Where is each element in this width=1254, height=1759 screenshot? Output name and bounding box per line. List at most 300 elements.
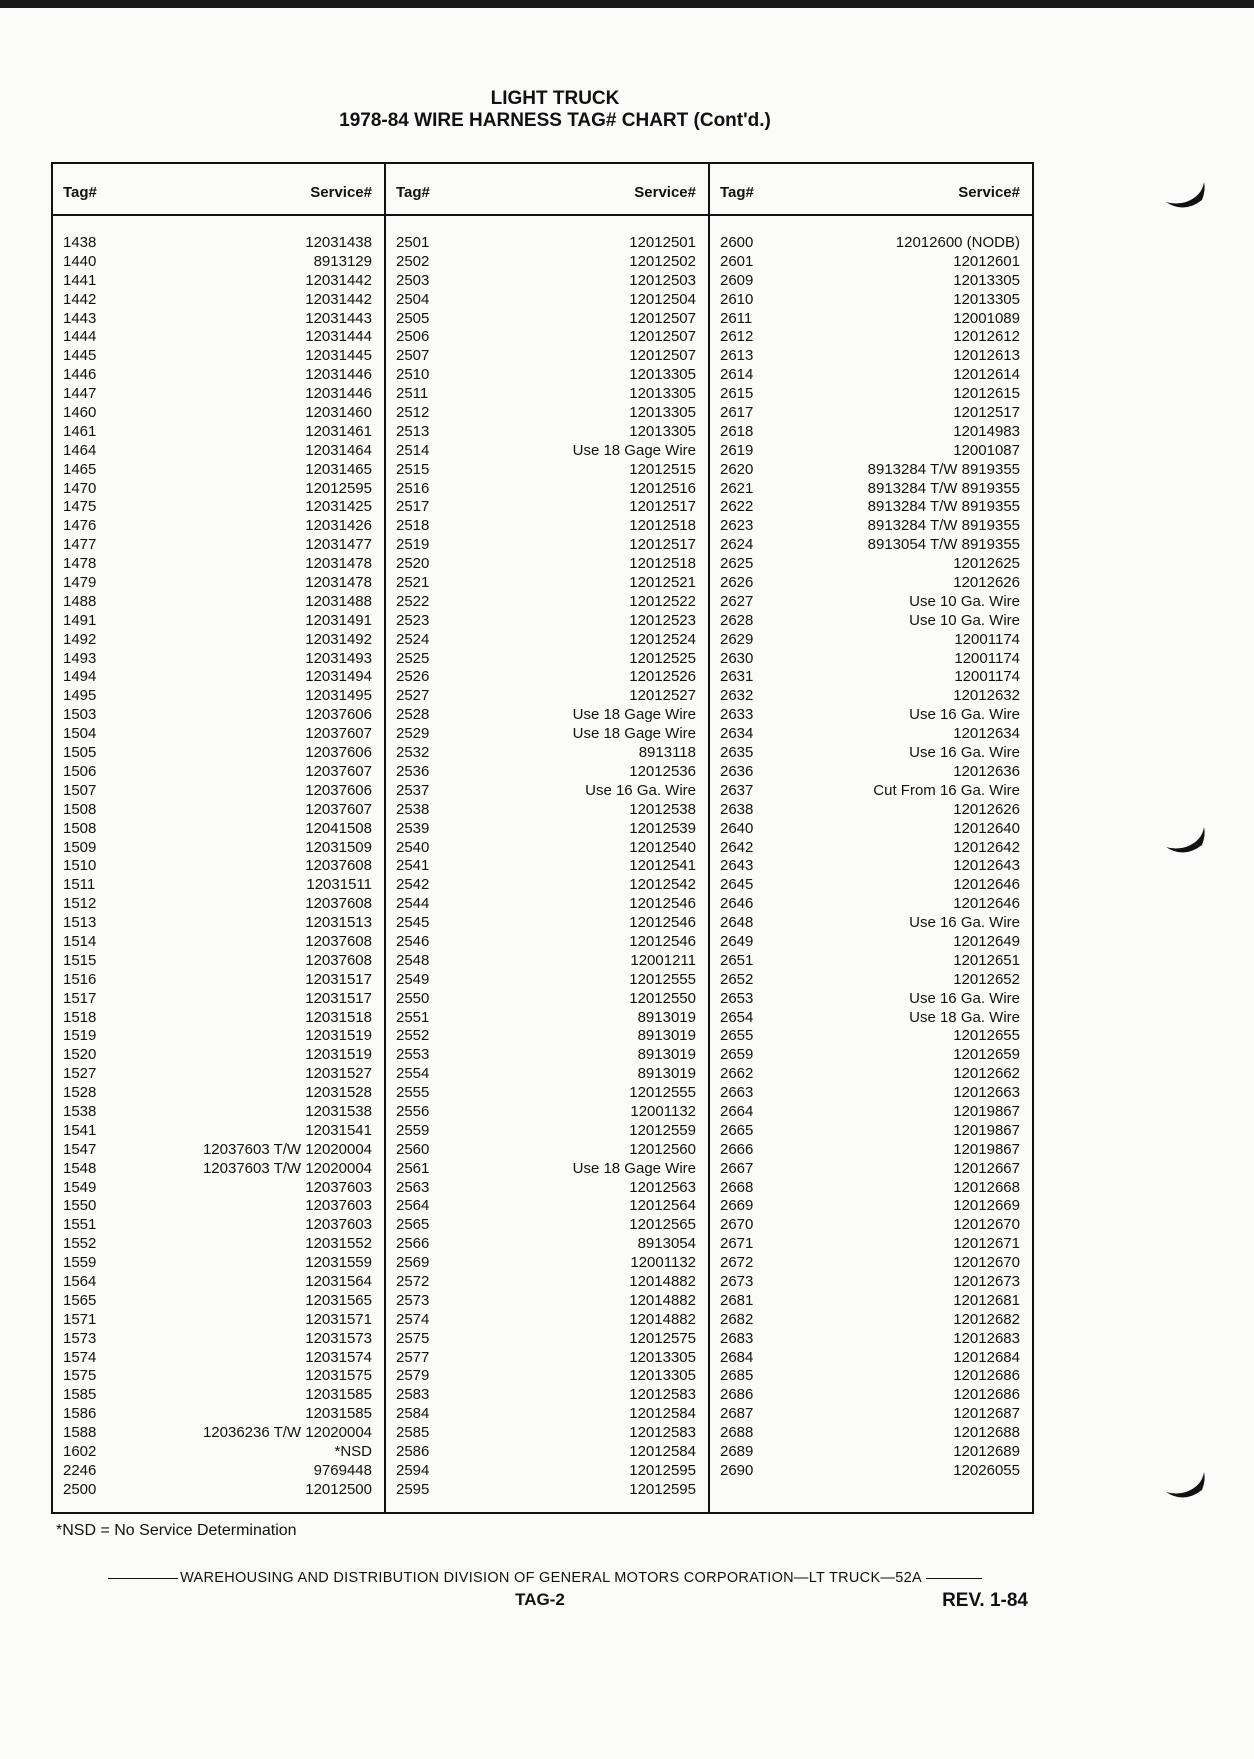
table-row bbox=[53, 1292, 384, 1311]
table-row bbox=[710, 839, 1032, 858]
tag-number: 2551 bbox=[396, 1008, 430, 1026]
service-number: 12031492 bbox=[305, 630, 372, 648]
table-row bbox=[53, 1330, 384, 1349]
tag-number: 1574 bbox=[63, 1348, 97, 1366]
table-row bbox=[710, 706, 1032, 725]
footer-publisher-text: WAREHOUSING AND DISTRIBUTION DIVISION OF GENERAL MOTORS CORPORATION—LT TRUCK—52A bbox=[180, 1570, 922, 1586]
table-row bbox=[53, 668, 384, 687]
tag-number: 2690 bbox=[720, 1461, 754, 1479]
tag-number: 2561 bbox=[396, 1159, 430, 1177]
tag-number: 1559 bbox=[63, 1254, 97, 1272]
table-row bbox=[386, 990, 708, 1009]
table-row bbox=[386, 234, 708, 253]
table-row bbox=[53, 593, 384, 612]
table-row bbox=[710, 404, 1032, 423]
service-number: 12031446 bbox=[305, 385, 372, 403]
tag-number: 2555 bbox=[396, 1084, 430, 1102]
table-row bbox=[710, 366, 1032, 385]
table-row bbox=[53, 744, 384, 763]
tag-number: 1491 bbox=[63, 611, 97, 629]
tag-number: 1514 bbox=[63, 932, 97, 950]
table-row bbox=[710, 1084, 1032, 1103]
tag-header: Tag# bbox=[720, 184, 754, 201]
tag-number: 1510 bbox=[63, 857, 97, 875]
service-number: 12012670 bbox=[953, 1216, 1020, 1234]
service-number: 12012601 bbox=[953, 252, 1020, 270]
service-number: 12012595 bbox=[305, 479, 372, 497]
tag-number: 2667 bbox=[720, 1159, 754, 1177]
service-number: 12012517 bbox=[629, 498, 696, 516]
tag-number: 2566 bbox=[396, 1235, 430, 1253]
tag-number: 2517 bbox=[396, 498, 430, 516]
tag-number: 1440 bbox=[63, 252, 97, 270]
tag-number: 1512 bbox=[63, 895, 97, 913]
table-column-2 bbox=[386, 164, 708, 1512]
tag-number: 2565 bbox=[396, 1216, 430, 1234]
column-header bbox=[386, 184, 708, 202]
table-row bbox=[386, 933, 708, 952]
service-number: 12012546 bbox=[629, 932, 696, 950]
tag-number: 1520 bbox=[63, 1046, 97, 1064]
tag-number: 2685 bbox=[720, 1367, 754, 1385]
tag-number: 2507 bbox=[396, 347, 430, 365]
table-rows bbox=[53, 234, 384, 1500]
table-row bbox=[710, 744, 1032, 763]
service-number: Cut From 16 Ga. Wire bbox=[873, 781, 1020, 799]
service-number: 12026055 bbox=[953, 1461, 1020, 1479]
tag-number: 2511 bbox=[396, 385, 429, 403]
table-row bbox=[386, 1481, 708, 1500]
table-row bbox=[710, 1462, 1032, 1481]
service-number: 12013305 bbox=[629, 385, 696, 403]
service-number: 12013305 bbox=[953, 290, 1020, 308]
tag-number: 2528 bbox=[396, 706, 430, 724]
service-number: 12012673 bbox=[953, 1272, 1020, 1290]
table-row bbox=[386, 423, 708, 442]
tag-number: 2541 bbox=[396, 857, 430, 875]
table-row bbox=[710, 1443, 1032, 1462]
service-number: 12031443 bbox=[305, 309, 372, 327]
service-number: 12031491 bbox=[305, 611, 372, 629]
service-number: 12031465 bbox=[305, 460, 372, 478]
tag-number: 1519 bbox=[63, 1027, 97, 1045]
service-number: 12012600 (NODB) bbox=[895, 234, 1020, 251]
service-number: 8913284 T/W 8919355 bbox=[867, 460, 1020, 478]
service-number: 12001174 bbox=[954, 668, 1020, 686]
table-row bbox=[386, 1443, 708, 1462]
tag-number: 2670 bbox=[720, 1216, 754, 1234]
service-number: Use 16 Ga. Wire bbox=[585, 781, 696, 799]
table-row bbox=[710, 895, 1032, 914]
service-number: 12031446 bbox=[305, 366, 372, 384]
service-number: 12037608 bbox=[305, 951, 372, 969]
service-number: 12031564 bbox=[305, 1272, 372, 1290]
tag-number: 2642 bbox=[720, 838, 754, 856]
table-row bbox=[53, 480, 384, 499]
table-row bbox=[53, 517, 384, 536]
service-number: 12012583 bbox=[629, 1386, 696, 1404]
table-row bbox=[710, 687, 1032, 706]
tag-number: 2552 bbox=[396, 1027, 430, 1045]
service-number: 12012504 bbox=[629, 290, 696, 308]
service-number: 8913019 bbox=[637, 1027, 696, 1045]
table-row bbox=[710, 442, 1032, 461]
table-row bbox=[53, 933, 384, 952]
tag-number: 1549 bbox=[63, 1178, 97, 1196]
table-row bbox=[386, 1349, 708, 1368]
service-number: 12012536 bbox=[629, 762, 696, 780]
tag-number: 1602 bbox=[63, 1443, 97, 1460]
tag-number: 2594 bbox=[396, 1461, 430, 1479]
tag-number: 2523 bbox=[396, 611, 430, 629]
service-number: Use 16 Ga. Wire bbox=[909, 914, 1020, 932]
service-number: 12013305 bbox=[629, 404, 696, 422]
tag-number: 1550 bbox=[63, 1197, 97, 1215]
table-row bbox=[386, 1009, 708, 1028]
service-number: 12012524 bbox=[629, 630, 696, 648]
table-rows bbox=[386, 234, 708, 1500]
tag-number: 2559 bbox=[396, 1121, 430, 1139]
table-row bbox=[386, 1254, 708, 1273]
service-number: 12012517 bbox=[953, 404, 1020, 422]
service-number: 12019867 bbox=[953, 1140, 1020, 1158]
tag-number: 1518 bbox=[63, 1008, 97, 1026]
table-row bbox=[386, 347, 708, 366]
service-number: 12012686 bbox=[953, 1386, 1020, 1404]
tag-number: 2573 bbox=[396, 1291, 430, 1309]
service-number: 12031493 bbox=[305, 649, 372, 667]
tag-number: 1478 bbox=[63, 555, 97, 573]
service-number: 12031519 bbox=[305, 1046, 372, 1064]
table-row bbox=[53, 555, 384, 574]
tag-number: 2520 bbox=[396, 555, 430, 573]
service-number: 12012583 bbox=[629, 1424, 696, 1442]
service-number: 12031538 bbox=[305, 1102, 372, 1120]
tag-number: 1552 bbox=[63, 1235, 97, 1253]
service-number: 12012550 bbox=[629, 989, 696, 1007]
table-row bbox=[710, 1179, 1032, 1198]
table-row bbox=[53, 1065, 384, 1084]
table-row bbox=[386, 385, 708, 404]
table-row bbox=[53, 1462, 384, 1481]
service-number: 12012634 bbox=[953, 725, 1020, 743]
tag-number: 1586 bbox=[63, 1405, 97, 1423]
tag-number: 1493 bbox=[63, 649, 97, 667]
tag-number: 2538 bbox=[396, 800, 430, 818]
table-row bbox=[53, 1216, 384, 1235]
tag-number: 2659 bbox=[720, 1046, 754, 1064]
table-row bbox=[710, 1349, 1032, 1368]
service-number: 12012565 bbox=[629, 1216, 696, 1234]
tag-number: 2540 bbox=[396, 838, 430, 856]
tag-number: 2669 bbox=[720, 1197, 754, 1215]
service-number: 12012526 bbox=[629, 668, 696, 686]
tag-number: 1507 bbox=[63, 781, 97, 799]
service-number: 12012671 bbox=[953, 1235, 1020, 1253]
service-number: 12012669 bbox=[953, 1197, 1020, 1215]
table-row bbox=[710, 1027, 1032, 1046]
table-row bbox=[710, 668, 1032, 687]
tag-number: 2663 bbox=[720, 1084, 754, 1102]
table-row bbox=[53, 857, 384, 876]
tag-number: 1443 bbox=[63, 309, 97, 327]
service-number: 12012575 bbox=[629, 1329, 696, 1347]
tag-number: 1551 bbox=[63, 1216, 97, 1234]
table-row bbox=[386, 1179, 708, 1198]
service-number: 12012538 bbox=[629, 800, 696, 818]
tag-number: 1517 bbox=[63, 989, 97, 1007]
service-number: 12014983 bbox=[953, 422, 1020, 440]
table-row bbox=[53, 650, 384, 669]
page-title: LIGHT TRUCK bbox=[490, 88, 620, 109]
table-row bbox=[53, 272, 384, 291]
tag-header: Tag# bbox=[396, 184, 430, 201]
service-number: 12012502 bbox=[629, 252, 696, 270]
tag-number: 2564 bbox=[396, 1197, 430, 1215]
tag-number: 2544 bbox=[396, 895, 430, 913]
tag-header: Tag# bbox=[63, 184, 97, 201]
tag-number: 2526 bbox=[396, 668, 430, 686]
service-number: 9769448 bbox=[313, 1461, 372, 1479]
table-row bbox=[710, 650, 1032, 669]
tag-number: 2585 bbox=[396, 1424, 430, 1442]
tag-number: 2628 bbox=[720, 611, 754, 629]
service-number: 12031573 bbox=[305, 1329, 372, 1347]
table-row bbox=[386, 1462, 708, 1481]
tag-number: 2554 bbox=[396, 1065, 430, 1083]
tag-number: 2646 bbox=[720, 895, 754, 913]
tag-number: 2537 bbox=[396, 781, 430, 799]
service-number: 12019867 bbox=[953, 1102, 1020, 1120]
table-column-3 bbox=[710, 164, 1032, 1512]
table-row bbox=[386, 895, 708, 914]
service-number: 12012500 bbox=[305, 1480, 372, 1498]
tag-number: 2652 bbox=[720, 970, 754, 988]
tag-number: 1509 bbox=[63, 838, 97, 856]
table-row bbox=[710, 1405, 1032, 1424]
table-row bbox=[53, 782, 384, 801]
table-row bbox=[710, 1065, 1032, 1084]
table-row bbox=[386, 1292, 708, 1311]
service-number: 8913019 bbox=[637, 1065, 696, 1083]
table-row bbox=[386, 1273, 708, 1292]
table-row bbox=[53, 1027, 384, 1046]
service-number: 12012584 bbox=[629, 1405, 696, 1423]
tag-number: 1575 bbox=[63, 1367, 97, 1385]
tag-number: 2550 bbox=[396, 989, 430, 1007]
tag-number: 2501 bbox=[396, 234, 430, 251]
table-row bbox=[710, 1273, 1032, 1292]
table-row bbox=[386, 593, 708, 612]
table-row bbox=[53, 1349, 384, 1368]
tag-number: 2636 bbox=[720, 762, 754, 780]
table-row bbox=[53, 876, 384, 895]
tag-number: 1541 bbox=[63, 1121, 97, 1139]
table-row bbox=[386, 498, 708, 517]
tag-number: 1508 bbox=[63, 819, 97, 837]
tag-number: 1503 bbox=[63, 706, 97, 724]
table-row bbox=[53, 1084, 384, 1103]
table-row bbox=[710, 857, 1032, 876]
service-number: 8913054 bbox=[637, 1235, 696, 1253]
table-row bbox=[53, 291, 384, 310]
service-number: 12031438 bbox=[305, 234, 372, 251]
table-row bbox=[710, 480, 1032, 499]
table-row bbox=[710, 914, 1032, 933]
service-number: 12031517 bbox=[305, 989, 372, 1007]
tag-number: 1464 bbox=[63, 441, 97, 459]
tag-number: 2505 bbox=[396, 309, 430, 327]
service-number: 12012516 bbox=[629, 479, 696, 497]
service-number: 12031461 bbox=[305, 422, 372, 440]
tag-number: 1445 bbox=[63, 347, 97, 365]
service-number: 12001174 bbox=[954, 630, 1020, 648]
service-number: 12014882 bbox=[629, 1310, 696, 1328]
tag-number: 2622 bbox=[720, 498, 754, 516]
service-number: Use 16 Ga. Wire bbox=[909, 744, 1020, 762]
service-number: Use 10 Ga. Wire bbox=[909, 611, 1020, 629]
table-row bbox=[53, 725, 384, 744]
tag-number: 2542 bbox=[396, 876, 430, 894]
table-row bbox=[53, 536, 384, 555]
table-row bbox=[386, 687, 708, 706]
tag-number: 2610 bbox=[720, 290, 754, 308]
table-row bbox=[710, 385, 1032, 404]
table-row bbox=[53, 234, 384, 253]
service-number: 12012626 bbox=[953, 574, 1020, 592]
table-row bbox=[710, 272, 1032, 291]
table-row bbox=[710, 1330, 1032, 1349]
tag-number: 2548 bbox=[396, 951, 430, 969]
table-row bbox=[53, 1046, 384, 1065]
service-number: 12012649 bbox=[953, 932, 1020, 950]
service-number: 12012613 bbox=[953, 347, 1020, 365]
table-row bbox=[53, 1424, 384, 1443]
service-number: *NSD bbox=[334, 1443, 372, 1460]
table-row bbox=[710, 536, 1032, 555]
tag-number: 1565 bbox=[63, 1291, 97, 1309]
tag-number: 1573 bbox=[63, 1329, 97, 1347]
table-row bbox=[386, 631, 708, 650]
tag-number: 1516 bbox=[63, 970, 97, 988]
tag-number: 2613 bbox=[720, 347, 754, 365]
table-row bbox=[53, 347, 384, 366]
table-row bbox=[53, 1141, 384, 1160]
tag-number: 2643 bbox=[720, 857, 754, 875]
tag-number: 1438 bbox=[63, 234, 97, 251]
service-number: 12037608 bbox=[305, 895, 372, 913]
tag-number: 2629 bbox=[720, 630, 754, 648]
service-number: 12031445 bbox=[305, 347, 372, 365]
service-number: 12012688 bbox=[953, 1424, 1020, 1442]
table-row bbox=[53, 687, 384, 706]
tag-number: 2683 bbox=[720, 1329, 754, 1347]
service-number: 12037606 bbox=[305, 706, 372, 724]
tag-number: 1506 bbox=[63, 762, 97, 780]
service-number: 12012663 bbox=[953, 1084, 1020, 1102]
table-row bbox=[710, 1292, 1032, 1311]
table-row bbox=[710, 291, 1032, 310]
service-number: 12037607 bbox=[305, 725, 372, 743]
table-row bbox=[386, 1311, 708, 1330]
service-number: 12031585 bbox=[305, 1386, 372, 1404]
table-row bbox=[53, 820, 384, 839]
service-number: 12012546 bbox=[629, 895, 696, 913]
service-number: 8913019 bbox=[637, 1046, 696, 1064]
service-number: 12012507 bbox=[629, 309, 696, 327]
service-number: 12041508 bbox=[305, 819, 372, 837]
tag-number: 2512 bbox=[396, 404, 430, 422]
page-number: TAG-2 bbox=[515, 1590, 565, 1609]
tag-number: 2623 bbox=[720, 517, 754, 535]
tag-number: 2662 bbox=[720, 1065, 754, 1083]
table-row bbox=[710, 876, 1032, 895]
service-number: 12031541 bbox=[305, 1121, 372, 1139]
binder-hole-icon bbox=[1164, 825, 1208, 861]
table-row bbox=[53, 952, 384, 971]
service-number: 12031426 bbox=[305, 517, 372, 535]
service-number: 12012559 bbox=[629, 1121, 696, 1139]
tag-number: 2521 bbox=[396, 574, 430, 592]
table-row bbox=[53, 706, 384, 725]
tag-number: 1588 bbox=[63, 1424, 97, 1442]
table-row bbox=[386, 1046, 708, 1065]
tag-number: 1538 bbox=[63, 1102, 97, 1120]
binder-hole-icon bbox=[1164, 1470, 1208, 1506]
service-number: 12031444 bbox=[305, 328, 372, 346]
table-row bbox=[710, 612, 1032, 631]
tag-number: 1505 bbox=[63, 744, 97, 762]
table-row bbox=[53, 423, 384, 442]
tag-number: 1441 bbox=[63, 271, 97, 289]
service-number: 12012682 bbox=[953, 1310, 1020, 1328]
service-number: 12012625 bbox=[953, 555, 1020, 573]
tag-number: 2586 bbox=[396, 1443, 430, 1460]
table-row bbox=[53, 1481, 384, 1500]
tag-number: 2612 bbox=[720, 328, 754, 346]
table-row bbox=[53, 801, 384, 820]
table-row bbox=[53, 253, 384, 272]
service-number: 12012518 bbox=[629, 555, 696, 573]
tag-number: 1461 bbox=[63, 422, 97, 440]
tag-number: 2633 bbox=[720, 706, 754, 724]
service-number: 12012646 bbox=[953, 895, 1020, 913]
service-number: 12012564 bbox=[629, 1197, 696, 1215]
service-number: 12012670 bbox=[953, 1254, 1020, 1272]
table-row bbox=[386, 1197, 708, 1216]
service-number: 12012640 bbox=[953, 819, 1020, 837]
tag-number: 1492 bbox=[63, 630, 97, 648]
service-number: 12012659 bbox=[953, 1046, 1020, 1064]
service-number: 8913019 bbox=[637, 1008, 696, 1026]
service-number: 12012643 bbox=[953, 857, 1020, 875]
table-row bbox=[710, 971, 1032, 990]
tag-number: 2620 bbox=[720, 460, 754, 478]
service-number: 12012615 bbox=[953, 385, 1020, 403]
table-row bbox=[710, 952, 1032, 971]
table-row bbox=[710, 253, 1032, 272]
service-number: 12001174 bbox=[954, 649, 1020, 667]
service-number: 12012541 bbox=[629, 857, 696, 875]
service-number: Use 18 Gage Wire bbox=[572, 725, 696, 743]
table-row bbox=[386, 1424, 708, 1443]
tag-number: 2637 bbox=[720, 781, 754, 799]
tag-number: 2625 bbox=[720, 555, 754, 573]
tag-number: 1465 bbox=[63, 460, 97, 478]
table-row bbox=[53, 1103, 384, 1122]
service-number: 12012522 bbox=[629, 592, 696, 610]
tag-number: 2539 bbox=[396, 819, 430, 837]
